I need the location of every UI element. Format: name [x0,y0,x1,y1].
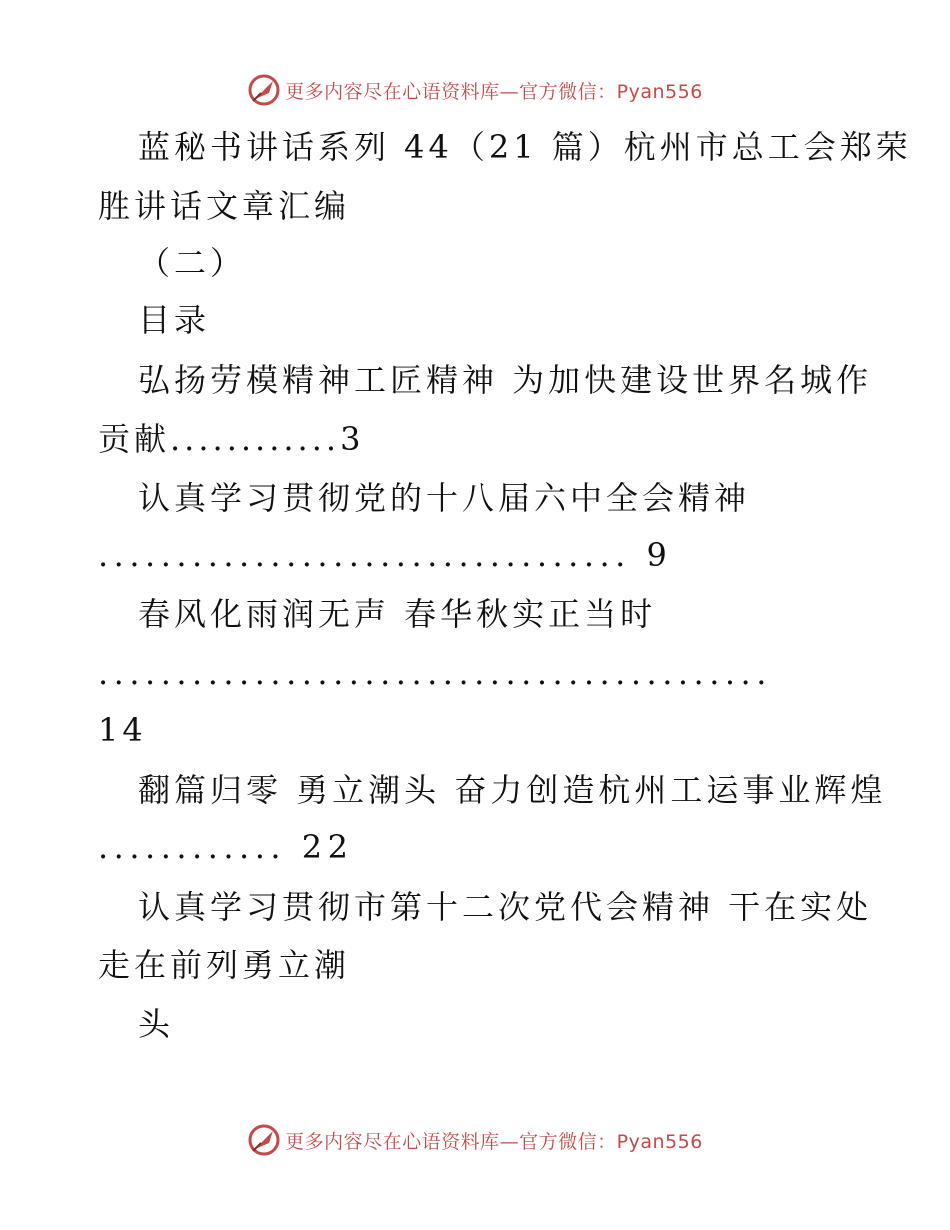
toc-heading: 目录 [138,301,211,339]
toc-entry-line: 头 [138,1005,175,1043]
title-line-2: 胜讲话文章汇编 [98,187,351,225]
toc-entry-line: ........................................... [98,654,772,692]
title-part: （二） [138,244,247,282]
toc-entry-line: 贡献............3 [98,420,365,458]
toc-entry-line: 翻篇归零 勇立潮头 奋力创造杭州工运事业辉煌 [138,771,887,809]
banner-text: 更多内容尽在心语资料库—官方微信：Pyan556 [285,80,703,103]
title-line-1: 蓝秘书讲话系列 44（21 篇）杭州市总工会郑荣 [138,128,912,166]
toc-entry-line: 认真学习贯彻市第十二次党代会精神 干在实处 [138,888,873,926]
banner-text: 更多内容尽在心语资料库—官方微信：Pyan556 [285,1130,703,1153]
footer-banner [0,1120,950,1160]
quill-logo-icon [247,73,281,107]
quill-logo-icon [247,1123,281,1157]
toc-entry-line: .................................. 9 [98,536,673,574]
header-banner [0,70,950,110]
toc-entry-line: ............ 22 [98,828,354,866]
toc-entry-line: 走在前列勇立潮 [98,946,351,984]
toc-entry-line: 弘扬劳模精神工匠精神 为加快建设世界名城作 [138,361,873,399]
toc-entry-line: 春风化雨润无声 春华秋实正当时 [138,595,657,633]
toc-entry-line: 认真学习贯彻党的十八届六中全会精神 [138,479,751,517]
toc-entry-line: 14 [98,711,147,749]
